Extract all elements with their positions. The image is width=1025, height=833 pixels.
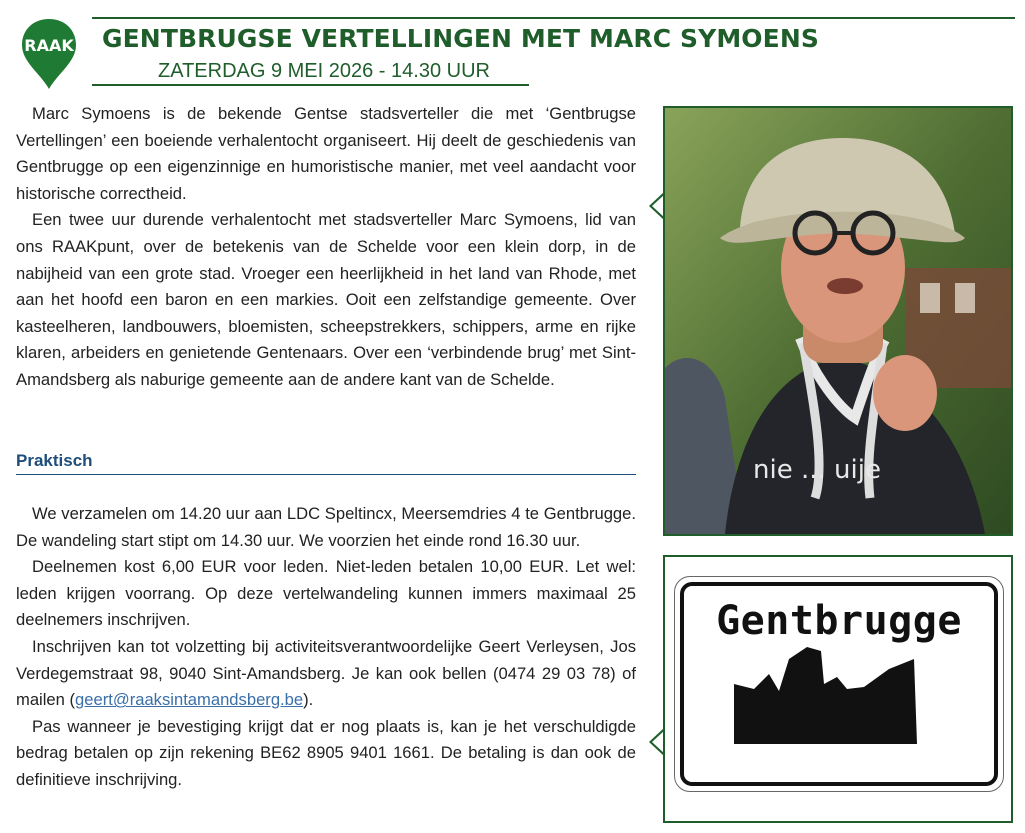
practical-paragraph-2: Deelnemen kost 6,00 EUR voor leden. Niet-leden betalen 10,00 EUR. Let wel: leden krijgen voorrang. Op deze vertelwandeling kunnen immers maximaal 25 deelnemers inschrijven. (16, 557, 636, 630)
practical-paragraph-1: We verzamelen om 14.20 uur aan LDC Speltincx, Meersemdries 4 te Gentbrugge. De wandeling start stipt om 14.30 uur. We voorzien het einde rond 16.30 uur. (16, 504, 636, 550)
storyteller-illustration (665, 108, 1011, 534)
event-date: ZATERDAG 9 MEI 2026 - 14.30 UUR (158, 60, 490, 82)
practical-paragraph-3 (16, 634, 636, 714)
practical-section (16, 501, 636, 794)
logo-text: RAAK (24, 36, 74, 55)
shirt-text: nie ... uije (753, 455, 881, 485)
town-sign-panel (663, 555, 1013, 823)
subtitle-rule (92, 84, 529, 86)
page-title: GENTBRUGSE VERTELLINGEN MET MARC SYMOENS (102, 24, 819, 53)
registration-text-end: ). (303, 690, 314, 710)
intro-section (16, 101, 636, 394)
practical-paragraph-4: Pas wanneer je bevestiging krijgt dat er nog plaats is, kan je het verschuldigde bedrag betalen op zijn rekening BE62 8905 9401 1661. De betaling is dan ook de definitieve inschrijving. (16, 716, 636, 789)
email-link[interactable]: geert@raaksintamandsberg.be (75, 690, 304, 710)
header-rule (92, 17, 1015, 19)
section-heading-praktisch: Praktisch (16, 451, 636, 475)
intro-paragraph-2: Een twee uur durende verhalentocht met stadsverteller Marc Symoens, lid van ons RAAKpunt, over de betekenis van de Schelde voor een klein dorp, in de nabijheid van een grote stad. Vroeger een heerlijkheid in het land van Rhode, met aan het hoofd een baron en een markies. Ooit een zelfstandige gemeente. Over kasteelheren, landbouwers, bloemisten, scheepstrekkers, schippers, arme en rijke klaren, arbeiders en genietende Gentenaars. Over een ‘verbindende brug’ met Sint-Amandsberg als naburige gemeente aan de andere kant van de Schelde. (16, 210, 636, 389)
intro-paragraph-1: Marc Symoens is de bekende Gentse stadsverteller die met ‘Gentbrugse Vertellingen’ een boeiende verhalentocht organiseert. Hij deelt de geschiedenis van Gentbrugge op een eigenzinnige en humoristische manier, met veel aandacht voor historische correctheid. (16, 104, 636, 203)
raak-logo (20, 17, 78, 91)
storyteller-photo (663, 106, 1013, 536)
town-silhouette-icon (729, 629, 929, 744)
map-pin-icon (20, 17, 78, 91)
registration-text: Inschrijven kan tot volzetting bij activiteitsverantwoordelijke Geert Verleysen, Jos Verdegemstraat 98, 9040 Sint-Amandsberg. Je kan ook bellen (0474 29 03 78) of mailen ( (16, 636, 636, 710)
town-sign-text: Gentbrugge (716, 598, 962, 644)
